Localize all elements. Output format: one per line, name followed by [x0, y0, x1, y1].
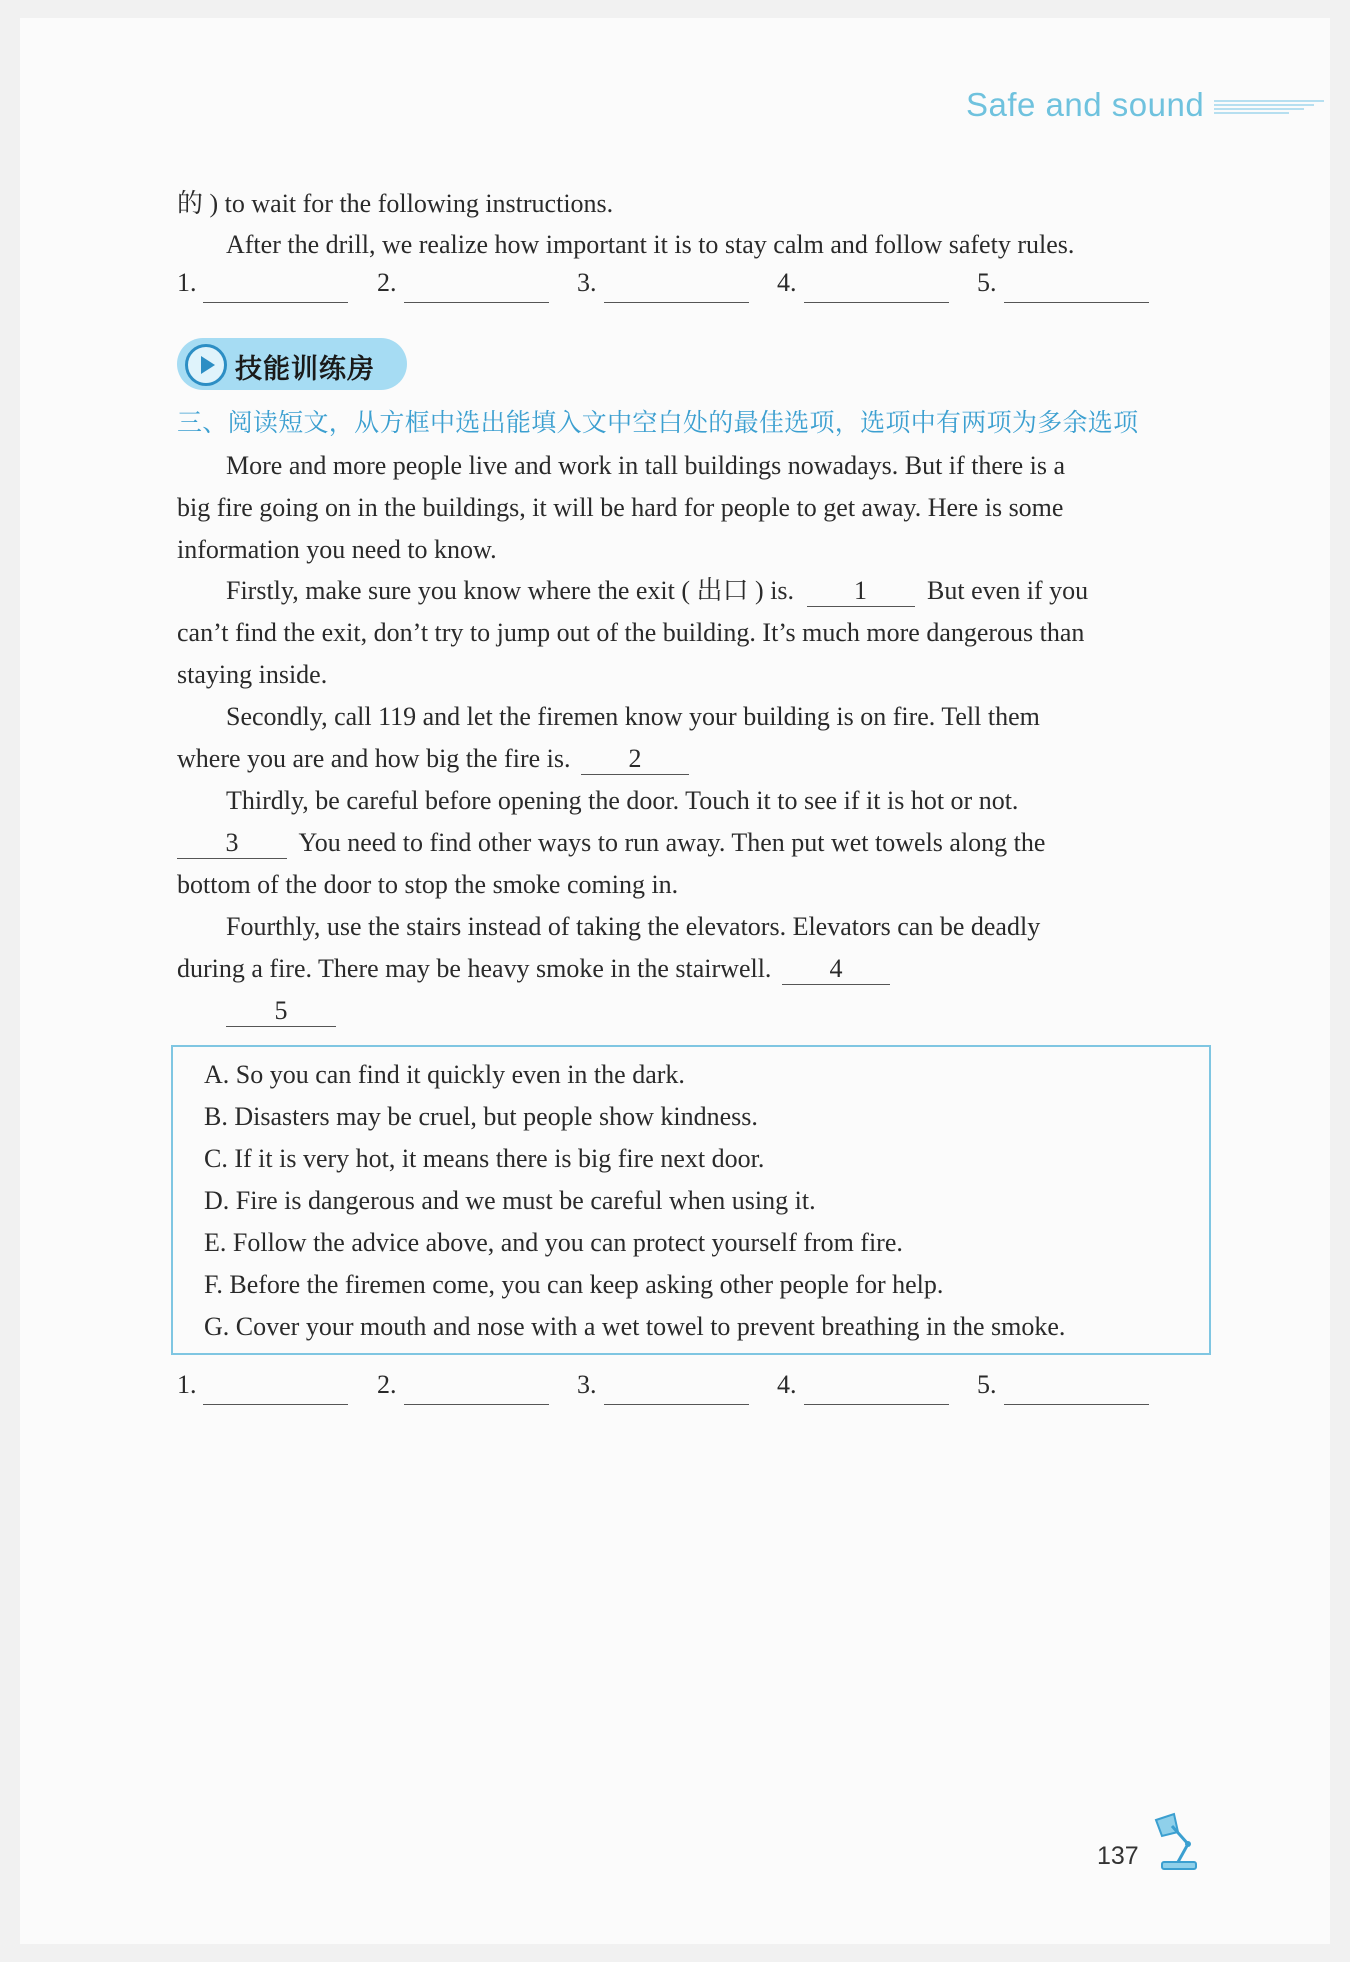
passage-line: Secondly, call 119 and let the firemen know your building is on fire. Tell them: [226, 702, 1040, 731]
header-decoration-lines: [1214, 99, 1326, 119]
answer-blank-1[interactable]: [203, 1404, 348, 1405]
option-a: A. So you can find it quickly even in the dark.: [204, 1060, 685, 1089]
answer-label: 5.: [977, 1370, 997, 1399]
passage-blank-5[interactable]: 5: [226, 996, 336, 1027]
answer-label: 3.: [577, 268, 597, 297]
passage-line: [177, 948, 890, 990]
answer-blank-4[interactable]: [804, 302, 949, 303]
option-d: D. Fire is dangerous and we must be careful when using it.: [204, 1186, 816, 1215]
answer-label: 1.: [177, 268, 197, 297]
passage-blank-1[interactable]: 1: [807, 576, 915, 607]
answer-label: 2.: [377, 1370, 397, 1399]
passage-line: [177, 822, 1045, 864]
passage-line: information you need to know.: [177, 535, 497, 564]
play-icon: [185, 344, 227, 386]
option-c: C. If it is very hot, it means there is big fire next door.: [204, 1144, 765, 1173]
passage-text: But even if you: [927, 576, 1089, 605]
passage-line: More and more people live and work in tall buildings nowadays. But if there is a: [226, 451, 1066, 480]
passage-text: during a fire. There may be heavy smoke in the stairwell.: [177, 954, 772, 983]
page-number: 137: [1097, 1842, 1139, 1870]
continuation-line-1: 的 ) to wait for the following instructions.: [177, 189, 614, 218]
answer-row-bottom: [0, 1370, 1350, 1412]
option-f: F. Before the firemen come, you can keep asking other people for help.: [204, 1270, 944, 1299]
passage-line: staying inside.: [177, 660, 328, 689]
option-b: B. Disasters may be cruel, but people show kindness.: [204, 1102, 758, 1131]
section-tag: [177, 338, 407, 390]
passage-blank-2[interactable]: 2: [581, 744, 689, 775]
section-instructions: 三、阅读短文，从方框中选出能填入文中空白处的最佳选项，选项中有两项为多余选项: [177, 408, 1139, 437]
running-header: Safe and sound: [966, 86, 1205, 123]
answer-label: 2.: [377, 268, 397, 297]
answer-blank-3[interactable]: [604, 1404, 749, 1405]
passage-text: Firstly, make sure you know where the exit ( 出口 ) is.: [226, 576, 795, 605]
answer-blank-3[interactable]: [604, 302, 749, 303]
continuation-line-2: After the drill, we realize how important it is to stay calm and follow safety rules.: [226, 230, 1075, 259]
answer-label: 4.: [777, 268, 797, 297]
passage-line: [177, 738, 689, 780]
passage-line: [226, 570, 1088, 612]
passage-blank-4[interactable]: 4: [782, 954, 890, 985]
answer-label: 3.: [577, 1370, 597, 1399]
desk-lamp-icon: [1148, 1810, 1210, 1872]
option-g: G. Cover your mouth and nose with a wet towel to prevent breathing in the smoke.: [204, 1312, 1066, 1341]
passage-line: can’t find the exit, don’t try to jump out of the building. It’s much more dangerous than: [177, 618, 1085, 647]
answer-blank-1[interactable]: [203, 302, 348, 303]
answer-blank-2[interactable]: [404, 1404, 549, 1405]
passage-text: where you are and how big the fire is.: [177, 744, 571, 773]
passage-text: You need to find other ways to run away. Then put wet towels along the: [298, 828, 1046, 857]
answer-blank-5[interactable]: [1004, 1404, 1149, 1405]
passage-line: Fourthly, use the stairs instead of taking the elevators. Elevators can be deadly: [226, 912, 1041, 941]
section-tag-label: 技能训练房: [235, 354, 375, 385]
answer-label: 5.: [977, 268, 997, 297]
option-e: E. Follow the advice above, and you can protect yourself from fire.: [204, 1228, 903, 1257]
passage-line: [226, 990, 336, 1032]
answer-blank-5[interactable]: [1004, 302, 1149, 303]
passage-line: bottom of the door to stop the smoke coming in.: [177, 870, 679, 899]
answer-row-top: [0, 268, 1350, 310]
answer-label: 4.: [777, 1370, 797, 1399]
answer-blank-2[interactable]: [404, 302, 549, 303]
passage-line: big fire going on in the buildings, it will be hard for people to get away. Here is some: [177, 493, 1064, 522]
answer-blank-4[interactable]: [804, 1404, 949, 1405]
passage-blank-3[interactable]: 3: [177, 828, 287, 859]
answer-label: 1.: [177, 1370, 197, 1399]
passage-line: Thirdly, be careful before opening the door. Touch it to see if it is hot or not.: [226, 786, 1019, 815]
